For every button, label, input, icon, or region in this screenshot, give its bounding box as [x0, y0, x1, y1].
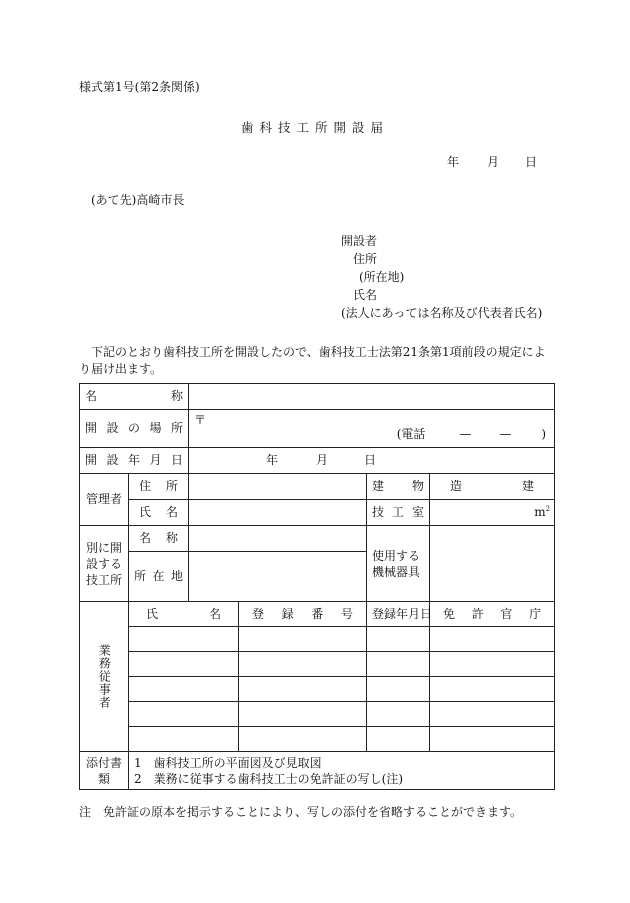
separate-name-field[interactable]	[189, 526, 367, 552]
staff-regdate-cell[interactable]	[367, 627, 430, 652]
staff-row	[80, 627, 555, 652]
staff-regdate-cell[interactable]	[367, 702, 430, 727]
row-place	[80, 410, 555, 448]
staff-name-cell[interactable]	[129, 627, 239, 652]
applicant-location-label: (所在地)	[359, 270, 405, 284]
staff-regno-cell[interactable]	[239, 652, 367, 677]
attachment-item: 1 歯科技工所の平面図及び見取図	[134, 755, 322, 770]
staff-authority-cell[interactable]	[430, 677, 555, 702]
staff-label: 業務従事者	[80, 602, 129, 752]
body-text: 下記のとおり歯科技工所を開設したので、歯科技工士法第21条第1項前段の規定により届け出ます。	[79, 345, 546, 376]
staff-header-reg-no: 登録番号	[239, 602, 367, 627]
document-title: 歯科技工所開設届	[240, 120, 389, 135]
staff-row	[80, 702, 555, 727]
date-month: 月	[487, 155, 500, 169]
manager-name-field[interactable]	[189, 500, 367, 526]
staff-regdate-cell[interactable]	[367, 677, 430, 702]
row-name	[80, 384, 555, 410]
lab-room-label: 技工室	[367, 500, 430, 526]
separate-name-label: 名称	[129, 526, 189, 552]
separate-lab-label: 別に開設する技工所	[80, 526, 129, 602]
staff-regno-cell[interactable]	[239, 727, 367, 752]
name-label: 名称	[80, 384, 189, 410]
staff-regno-cell[interactable]	[239, 677, 367, 702]
date-year: 年	[447, 155, 460, 169]
staff-authority-cell[interactable]	[430, 627, 555, 652]
date-day: 日	[525, 155, 538, 169]
applicant-address-label: 住所	[353, 252, 378, 266]
attachments-list	[129, 752, 555, 790]
staff-regno-cell[interactable]	[239, 702, 367, 727]
manager-address-label: 住所	[129, 474, 189, 500]
staff-name-cell[interactable]	[129, 652, 239, 677]
row-manager-name	[80, 500, 555, 526]
open-date-label: 開設年月日	[80, 448, 189, 474]
phone-field: (電話 — — )	[396, 427, 547, 442]
applicant-name-label: 氏名	[353, 288, 378, 302]
lab-room-field[interactable]: $m^2$	[430, 500, 555, 526]
manager-name-label: 氏名	[129, 500, 189, 526]
equipment-label: 使用する機械器具	[367, 526, 430, 602]
building-label: 建物	[367, 474, 430, 500]
separate-location-field[interactable]	[189, 552, 367, 602]
row-manager-address	[80, 474, 555, 500]
applicant-block	[341, 232, 542, 322]
attachment-item: 2 業務に従事する歯科技工士の免許証の写し(注)	[134, 771, 403, 786]
postal-mark: 〒	[194, 413, 207, 427]
manager-label: 管理者	[80, 474, 129, 526]
staff-regdate-cell[interactable]	[367, 652, 430, 677]
staff-row	[80, 727, 555, 752]
form-number: 様式第1号(第2条関係)	[79, 80, 200, 94]
staff-row	[80, 652, 555, 677]
manager-address-field[interactable]	[189, 474, 367, 500]
staff-regno-cell[interactable]	[239, 627, 367, 652]
staff-authority-cell[interactable]	[430, 727, 555, 752]
staff-name-cell[interactable]	[129, 677, 239, 702]
registration-table	[79, 383, 555, 790]
place-label: 開設の場所	[80, 410, 189, 448]
row-staff-header	[80, 602, 555, 627]
applicant-corp-note: (法人にあっては名称及び代表者氏名)	[341, 306, 543, 320]
row-attachments	[80, 752, 555, 790]
separate-location-label: 所在地	[129, 552, 189, 602]
staff-name-cell[interactable]	[129, 727, 239, 752]
staff-header-reg-date: 登録年月日	[367, 602, 430, 627]
applicant-label: 開設者	[341, 234, 378, 248]
staff-header-authority: 免許官庁	[430, 602, 555, 627]
name-field[interactable]	[189, 384, 555, 410]
addressee: (あて先)高崎市長	[91, 193, 185, 207]
open-date-field[interactable]: 年 月 日	[189, 448, 555, 474]
staff-authority-cell[interactable]	[430, 702, 555, 727]
row-separate-name	[80, 526, 555, 552]
row-open-date	[80, 448, 555, 474]
submission-date	[447, 156, 537, 168]
staff-header-name: 氏名	[129, 602, 239, 627]
attachments-label: 添付書類	[80, 752, 129, 790]
equipment-field[interactable]	[430, 526, 555, 602]
staff-row	[80, 677, 555, 702]
staff-authority-cell[interactable]	[430, 652, 555, 677]
staff-regdate-cell[interactable]	[367, 727, 430, 752]
building-field[interactable]: 造 建	[430, 474, 555, 500]
place-field[interactable]	[189, 410, 555, 448]
staff-name-cell[interactable]	[129, 702, 239, 727]
footnote: 注 免許証の原本を掲示することにより、写しの添付を省略することができます。	[79, 805, 523, 819]
